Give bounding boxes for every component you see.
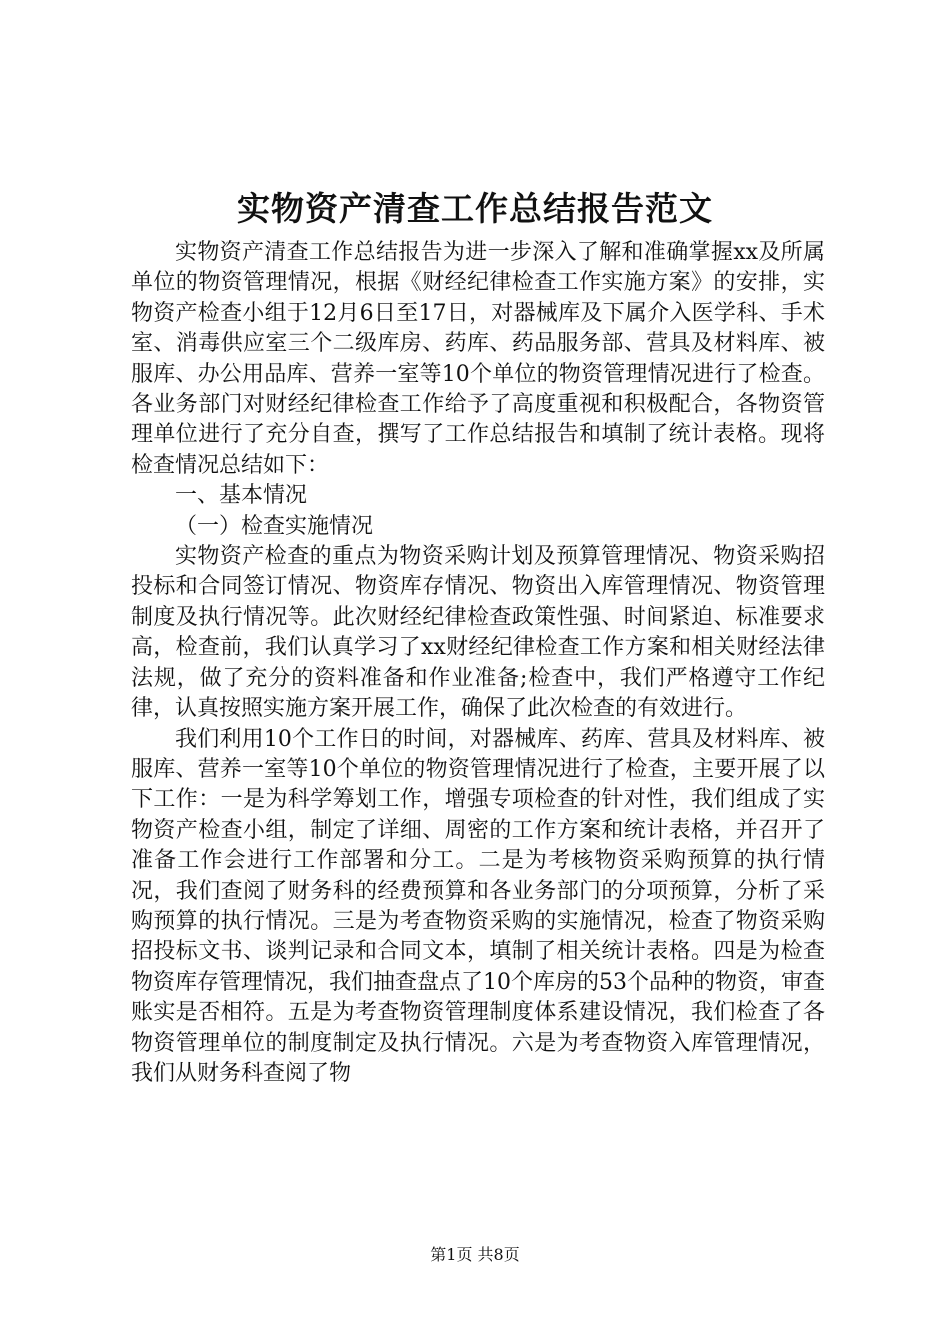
section-heading: 一、基本情况: [175, 483, 308, 509]
document-body: [131, 238, 825, 1089]
document-title: 实物资产清查工作总结报告范文: [237, 189, 713, 228]
paragraph-inspection-focus: 实物资产检查的重点为物资采购计划及预算管理情况、物资采购招投标和合同签订情况、物资库存情况、物资出入库管理情况、物资管理制度及执行情况等。此次财经纪律检查政策性强、时间紧迫、标准要求高，检查前，我们认真学习了xx财经纪律检查工作方案和相关财经法律法规，做了充分的资料准备和作业准备;检查中，我们严格遵守工作纪律，认真按照实施方案开展工作，确保了此次检查的有效进行。: [131, 544, 825, 722]
paragraph-work-done: 我们利用10个工作日的时间，对器械库、药库、营具及材料库、被服库、营养一室等10个单位的物资管理情况进行了检查，主要开展了以下工作：一是为科学筹划工作，增强专项检查的针对性，我们组成了实物资产检查小组，制定了详细、周密的工作方案和统计表格，并召开了准备工作会进行工作部署和分工。二是为考核物资采购预算的执行情况，我们查阅了财务科的经费预算和各业务部门的分项预算，分析了采购预算的执行情况。三是为考查物资采购的实施情况，检查了物资采购招投标文书、谈判记录和合同文本，填制了相关统计表格。四是为检查物资库存管理情况，我们抽查盘点了10个库房的53个品种的物资，审查账实是否相符。五是为考查物资管理制度体系建设情况，我们检查了各物资管理单位的制度制定及执行情况。六是为考查物资入库管理情况，我们从财务科查阅了物: [131, 726, 825, 1086]
page-number-footer: 第1页 共8页: [430, 1245, 520, 1264]
subsection-heading: （一）检查实施情况: [175, 513, 374, 539]
paragraph-intro: 实物资产清查工作总结报告为进一步深入了解和准确掌握xx及所属单位的物资管理情况，根据《财经纪律检查工作实施方案》的安排，实物资产检查小组于12月6日至17日，对器械库及下属介入医学科、手术室、消毒供应室三个二级库房、药库、药品服务部、营具及材料库、被服库、办公用品库、营养一室等10个单位的物资管理情况进行了检查。各业务部门对财经纪律检查工作给予了高度重视和积极配合，各物资管理单位进行了充分自查，撰写了工作总结报告和填制了统计表格。现将检查情况总结如下：: [131, 240, 825, 478]
